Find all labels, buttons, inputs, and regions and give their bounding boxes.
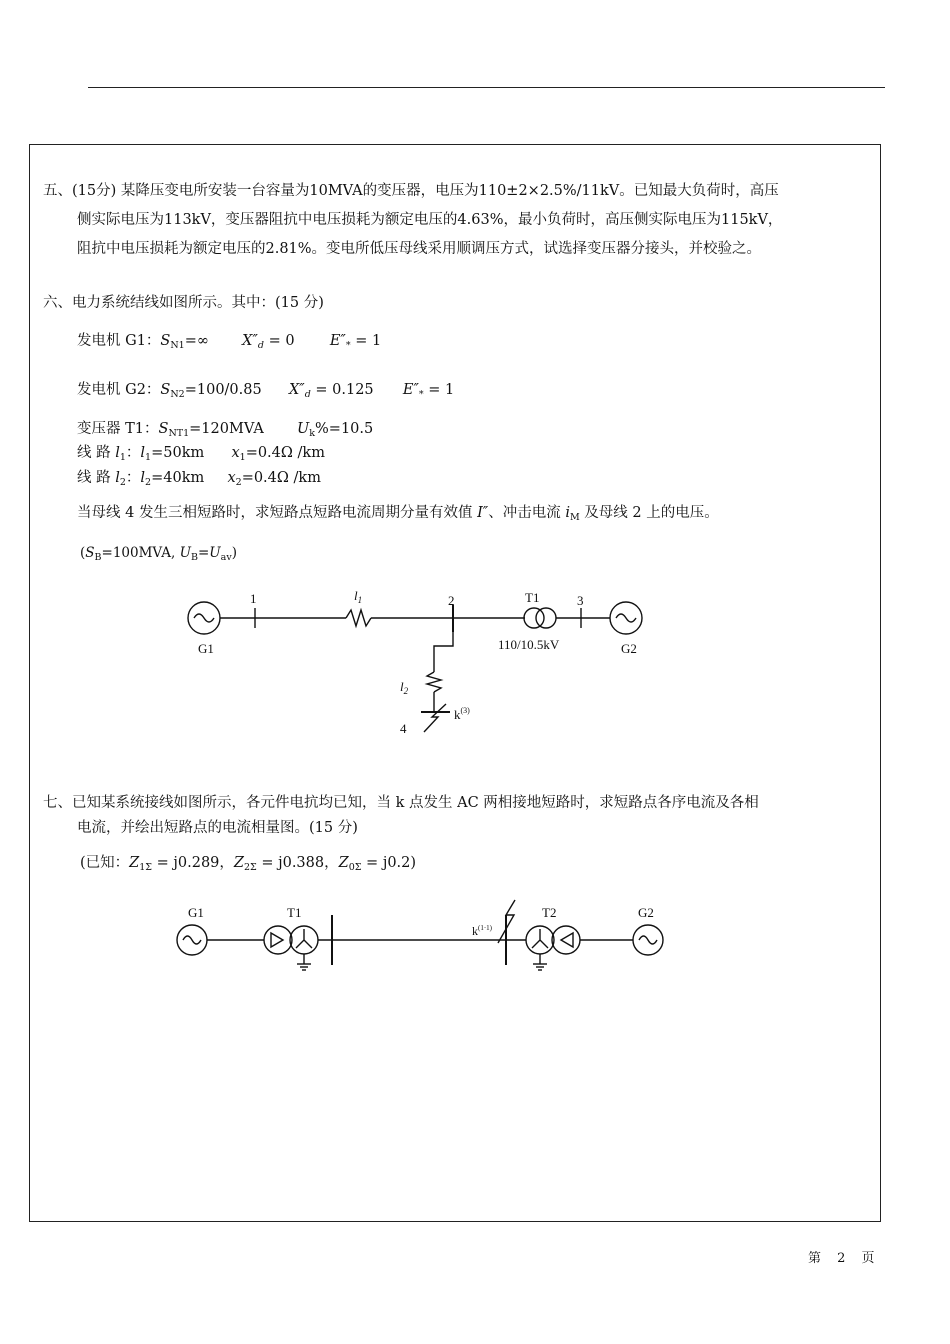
q7-g2-sine-icon: [639, 936, 657, 944]
q6-base-values: ($S_B=100MVA$, $U_B=U_{av}$): [80, 545, 237, 563]
q6-g1-params: 发电机 G1：$S_{N1}=\infty$ $X''_d = 0$ $E''_* = 1$: [77, 333, 382, 351]
q7-circuit-diagram: [170, 895, 670, 985]
q6-g2-params: 发电机 G2：$S_{N2}=100/0.85$ $X''_d = 0.125$ $E''_* = 1$: [77, 382, 455, 400]
q7-t2-delta-icon: [561, 933, 573, 947]
t1-winding-a: [524, 608, 544, 628]
t1-label: T1: [525, 590, 540, 605]
q6-l2-params: 线 路 $l_2$：$l_2=40km$ $x_2=0.4\Omega$ /km: [77, 470, 321, 488]
line1-label: $l_1$: [354, 588, 363, 605]
line2-resistor-symbol: [427, 672, 441, 692]
q7-g1-sine-icon: [183, 936, 201, 944]
q5-line1: 五、(15分) 某降压变电所安装一台容量为10MVA的变压器，电压为110±2×2.5%/11kV。已知最大负荷时，高压: [43, 183, 779, 199]
g1-label: G1: [198, 641, 214, 656]
q6-circuit-diagram: [170, 580, 660, 745]
g2-label: G2: [621, 641, 637, 656]
q7-t1-delta-icon: [271, 933, 283, 947]
q6-t1-params: 变压器 T1：$S_{NT1}=120MVA$ $U_k\%=10.5$: [77, 421, 374, 439]
bus3-label: 3: [577, 593, 584, 608]
bus4-label: 4: [400, 721, 407, 736]
fault-label: $k^{(3)}$: [454, 706, 470, 722]
header-rule: [88, 87, 885, 88]
q7-given-values: (已知：$Z_{1\Sigma} = j0.289$，$Z_{2\Sigma} = j0.388$，$Z_{0\Sigma} = j0.2$): [80, 855, 417, 873]
q7-t2-label: T2: [542, 905, 557, 920]
q5-line2: 侧实际电压为113kV，变压器阻抗中电压损耗为额定电压的4.63%，最小负荷时，高压侧实际电压为115kV，: [77, 212, 783, 228]
q6-heading: 六、电力系统结线如图所示。其中：(15 分): [43, 295, 324, 311]
t1-ratio-label: 110/10.5kV: [498, 637, 560, 652]
q7-g2-label: G2: [638, 905, 654, 920]
bus1-label: 1: [250, 591, 257, 606]
q7-fault-label: $k^{(1\cdot 1)}$: [472, 924, 492, 938]
q5-line3: 阻抗中电压损耗为额定电压的2.81%。变电所低压母线采用顺调压方式，试选择变压器分接头，并校验之。: [77, 241, 762, 257]
q7-line2: 电流，并绘出短路点的电流相量图。(15 分): [77, 820, 358, 836]
q7-g1-label: G1: [188, 905, 204, 920]
q7-t2-winding-b: [552, 926, 580, 954]
bus2-label: 2: [448, 593, 455, 608]
g2-sine-icon: [616, 614, 636, 622]
q6-task: 当母线 4 发生三相短路时，求短路点短路电流周期分量有效值 I″、冲击电流 $i_M$ 及母线 2 上的电压。: [77, 505, 719, 523]
line2-label: $l_2$: [400, 679, 409, 696]
q6-l1-params: 线 路 $l_1$：$l_1=50km$ $x_1=0.4\Omega$ /km: [77, 445, 325, 463]
q7-t1-star-icon: [296, 929, 312, 948]
line1-resistor-symbol: [346, 610, 371, 626]
t1-winding-b: [536, 608, 556, 628]
q7-line1: 七、已知某系统接线如图所示，各元件电抗均已知，当 k 点发生 AC 两相接地短路时，求短路点各序电流及各相: [43, 795, 759, 811]
page-number: 第 2 页: [808, 1251, 881, 1266]
g1-sine-icon: [194, 614, 214, 622]
q7-t2-star-icon: [532, 929, 548, 948]
q7-t1-winding-a: [264, 926, 292, 954]
fault-lightning-icon: [424, 704, 446, 732]
q7-t1-label: T1: [287, 905, 302, 920]
